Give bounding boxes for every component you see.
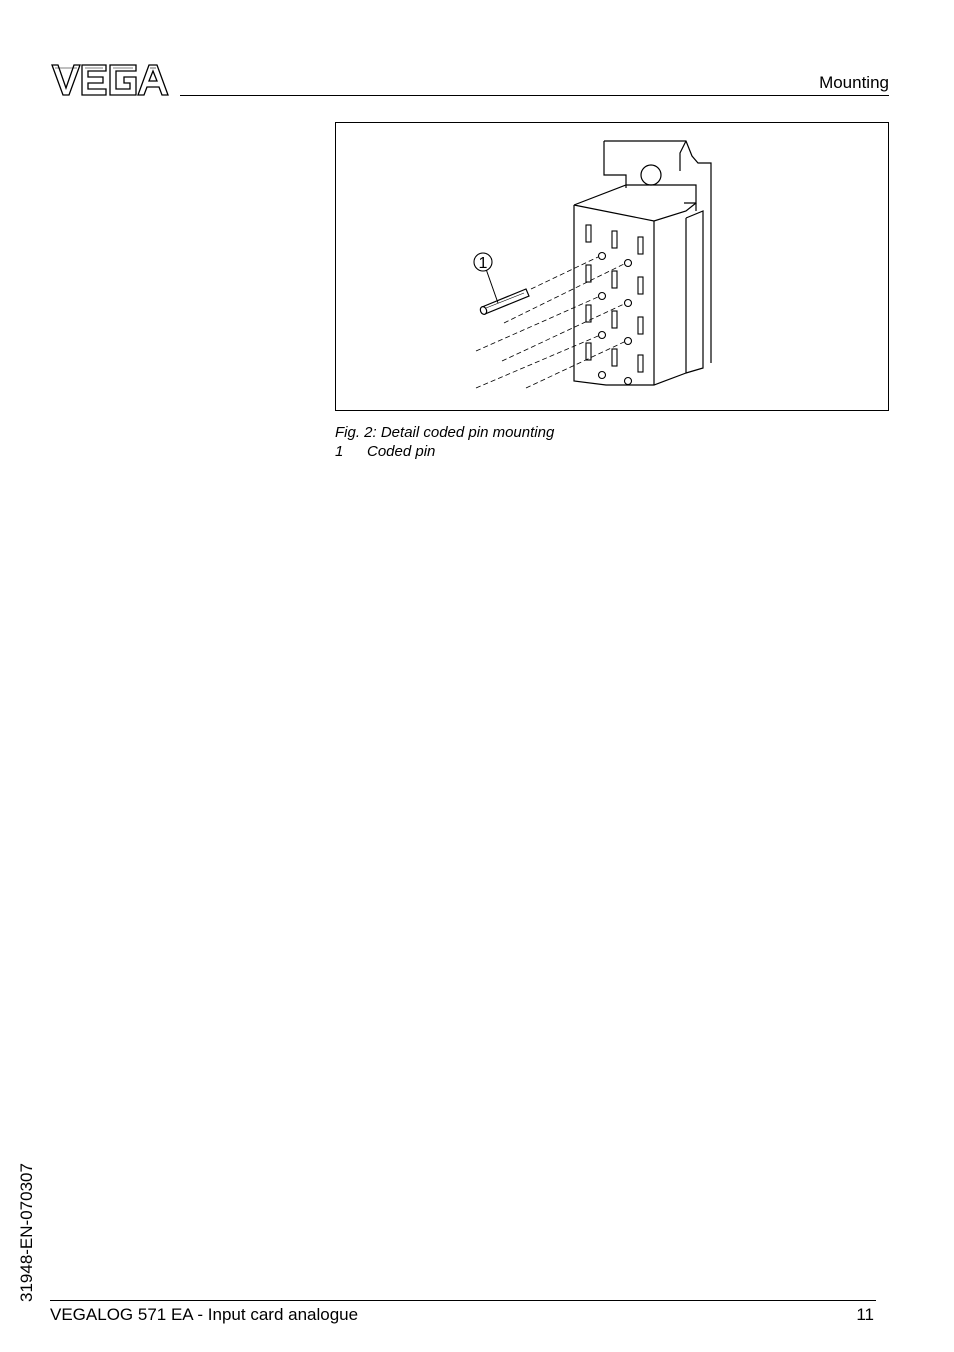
- footer-title: VEGALOG 571 EA - Input card analogue: [50, 1305, 359, 1324]
- document-code: 31948-EN-070307: [17, 1163, 36, 1302]
- legend-label: Coded pin: [367, 443, 436, 460]
- mounting-hole: [641, 165, 661, 185]
- vega-logo: [50, 62, 170, 98]
- figure-caption: Fig. 2: Detail coded pin mounting: [335, 424, 555, 441]
- header-section-title: Mounting: [819, 73, 889, 92]
- header-rule: [180, 95, 889, 96]
- page-number: 11: [856, 1305, 874, 1324]
- figure-frame: [335, 122, 889, 411]
- figure-legend-row: [335, 442, 435, 461]
- callout-number: 1: [478, 255, 488, 272]
- footer-rule: [50, 1300, 876, 1301]
- coded-pin-illustration: [336, 123, 888, 410]
- legend-number: 1: [335, 443, 344, 460]
